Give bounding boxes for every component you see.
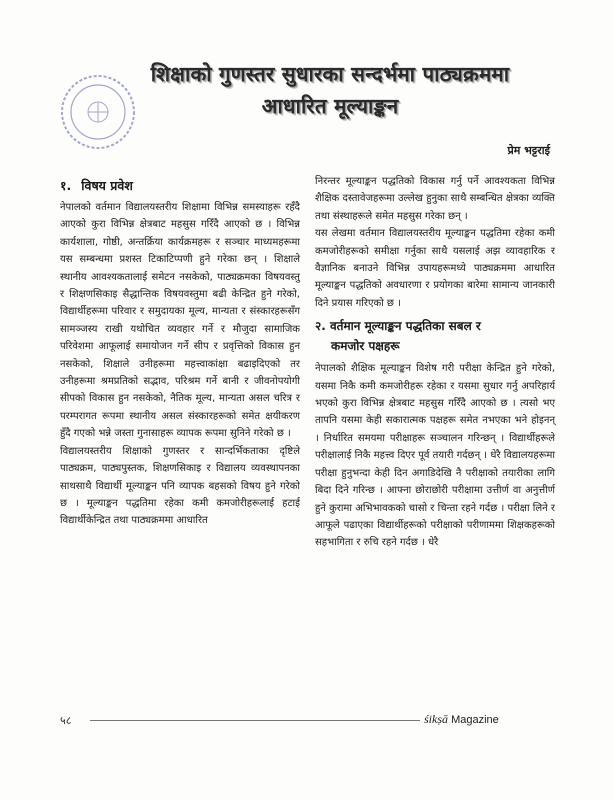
- right-paragraph-1: निरन्तर मूल्याङ्कन पद्धतिको विकास गर्नु पर्ने आवश्यकता विभिन्न शैक्षिक दस्तावेजहरूमा उल्लेख हुनुका साथै सम्बन्धित क्षेत्रका व्यक्ति तथा संस्थाहरूले समेत महसुस गरेका छन् ।: [315, 176, 555, 222]
- section-1-heading: [60, 176, 300, 196]
- author-name: प्रेम भट्टराई: [507, 144, 550, 157]
- section-2-title-line-1: २. वर्तमान मूल्याङ्कन पद्धतिका सबल र: [315, 319, 481, 334]
- right-paragraph-3: नेपालको शैक्षिक मूल्याङ्कन विशेष गरी परीक्षा केन्द्रित हुने गरेको, यसमा निकै कमी कमजोरीहरू रहेका र यसमा सुधार गर्नु अपरिहार्य भएको कुरा विभिन्न क्षेत्रबाट महसुस गरिँदै आएको छ । त्यसो भए तापनि यसमा केही सकारात्मक पक्षहरू समेत नभएका भने होइनन् । निर्धारित समयमा परीक्षाहरू सञ्चालन गरिन्छन् । विद्यार्थीहरूले परीक्षालाई निकै महत्त्व दिएर पूर्व तयारी गर्दछन् । धेरै विद्यालयहरूमा परीक्षा हुनुभन्दा केही दिन अगाडिदेखि नै परीक्षाको तयारीका लागि बिदा दिने गरिन्छ । आफ्ना छोराछोरी परीक्षामा उत्तीर्ण वा अनुत्तीर्ण हुने कुरामा अभिभावकको चासो र चिन्ता रहने गर्दछ । परीक्षा लिने र आफूले पढाएका विद्यार्थीहरूको परीक्षाको परीणाममा शिक्षकहरूको सहभागिता र रुचि रहने गर्दछ । धेरै: [315, 363, 555, 549]
- magazine-word: Magazine: [451, 714, 499, 726]
- footer-divider: [90, 720, 420, 721]
- article-title-line-1: शिक्षाको गुणस्तर सुधारका सन्दर्भमा पाठ्यक्रममा: [150, 62, 510, 86]
- article-title-line-2: आधारित मूल्याङ्कन: [261, 94, 399, 118]
- page-number: ५८: [60, 714, 72, 727]
- section-2-heading: [315, 316, 555, 356]
- magazine-footer: [424, 712, 499, 727]
- magazine-logo: śikṣā: [424, 712, 448, 726]
- section-1-title: विषय प्रवेश: [81, 178, 133, 193]
- left-paragraph-1: नेपालको वर्तमान विद्यालयस्तरीय शिक्षामा विभिन्न समस्याहरू रहँदै आएको कुरा विभिन्न क्षेत्रबाट महसुस गरिँदै आएको छ । विभिन्न कार्यशाला, गोष्ठी, अन्तर्क्रिया कार्यक्रमहरू र सञ्चार माध्यमहरूमा यस सम्बन्धमा प्रशस्त टिकाटिप्पणी हुने गरेका छन् । शिक्षाले स्थानीय आवश्यकतालाई समेटन नसकेको, पाठ्यक्रमका विषयवस्तु र शिक्षणसिकाइ सैद्धान्तिक विषयवस्तुमा बढी केन्द्रित हुने गरेको, विद्यार्थीहरूमा परिवार र समुदायका मूल्य, मान्यता र संस्कारहरूसँग सामञ्जस्य राखी यथोचित व्यवहार गर्ने र मौजुदा सामाजिक परिवेशमा आफूलाई समायोजन गर्ने सीप र प्रवृत्तिको विकास हुन नसकेको, शिक्षाले उनीहरूमा महत्त्वाकांक्षा बढाइदिएको तर उनीहरूमा श्रमप्रतिको सद्भाव, परिश्रम गर्ने बानी र जीवनोपयोगी सीपको विकास हुन नसकेको, नैतिक मूल्य, मान्यता असल चरित्र र परम्परागत रूपमा स्थानीय असल संस्कारहरूको समेत क्षयीकरण हुँदै गएको भन्ने जस्ता गुनासाहरू व्यापक रूपमा सुनिने गरेको छ ।: [60, 202, 300, 440]
- section-1-number: १.: [60, 178, 72, 193]
- article-title: [90, 58, 570, 122]
- right-paragraph-2: यस लेखमा वर्तमान विद्यालयस्तरीय मूल्याङ्कन पद्धतिमा रहेका कमी कमजोरीहरूको समीक्षा गर्नुका साथै यसलाई अझ व्यावहारिक र वैज्ञानिक बनाउने विभिन्न उपायहरूमध्ये पाठ्यक्रममा आधारित मूल्याङ्कन पद्धतिको अवधारणा र प्रयोगका बारेमा सामान्य जानकारी दिने प्रयास गरिएको छ ।: [315, 228, 555, 309]
- section-2-title-line-2: कमजोर पक्षहरू: [331, 339, 400, 354]
- right-column: [315, 173, 555, 552]
- left-column: [60, 176, 300, 530]
- left-paragraph-2: विद्यालयस्तरीय शिक्षाको गुणस्तर र सान्दर्भिकताका दृष्टिले पाठ्यक्रम, पाठ्यपुस्तक, शिक्षणसिकाइ र विद्यालय व्यवस्थापनका साथसाथै विद्यार्थी मूल्याङ्कन पनि व्यापक बहसको विषय हुने गरेको छ । मूल्याङ्कन पद्धतिमा रहेका कमी कमजोरीहरूलाई हटाई विद्यार्थीकेन्द्रित तथा पाठ्यक्रममा आधारित: [60, 445, 300, 527]
